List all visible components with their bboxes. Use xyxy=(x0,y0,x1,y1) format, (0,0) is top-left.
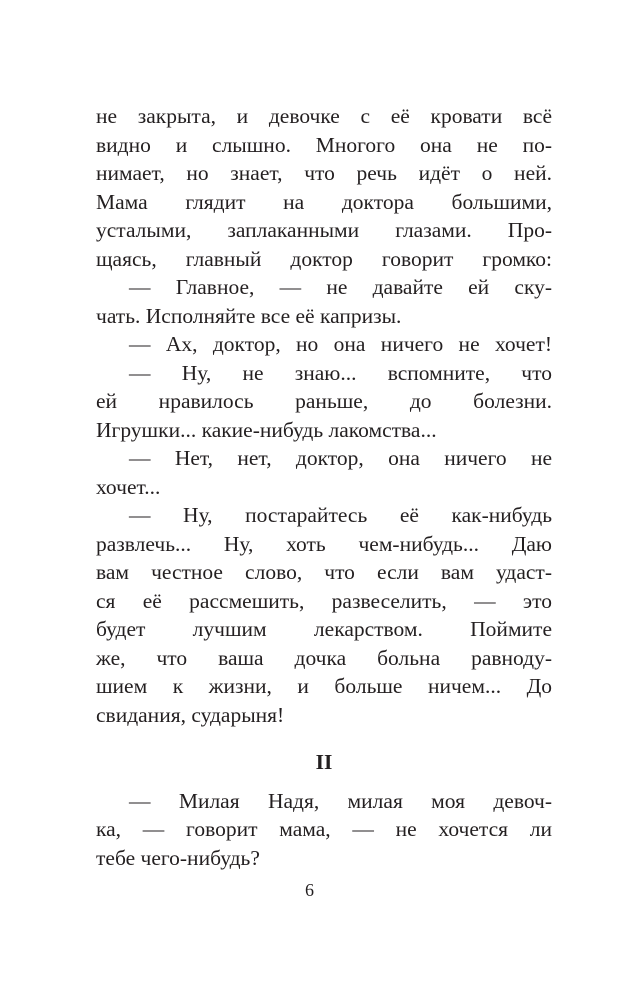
text-line: ся её рассмешить, развеселить, — это xyxy=(96,588,552,613)
text-line: ей нравилось раньше, до болезни. xyxy=(96,389,552,413)
text-line: шием к жизни, и больше ничем... До xyxy=(96,674,552,698)
text-line: — Ну, постарайтесь её как-нибудь xyxy=(129,503,552,527)
text-line: усталыми, заплаканными глазами. Про- xyxy=(96,218,552,242)
page-number: 6 xyxy=(305,880,314,900)
text-line: свидания, сударыня! xyxy=(96,702,285,727)
text-line: Игрушки... какие-нибудь лакомства... xyxy=(96,417,437,442)
text-line: — Ну, не знаю... вспомните, что xyxy=(129,360,552,385)
text-line: нимает, но знает, что речь идёт о ней. xyxy=(96,161,552,185)
text-line: же, что ваша дочка больна равноду- xyxy=(96,645,552,670)
text-line: будет лучшим лекарством. Поймите xyxy=(96,617,552,641)
text-line: чать. Исполняйте все её капризы. xyxy=(96,303,402,328)
text-line: видно и слышно. Многого она не по- xyxy=(96,132,552,157)
text-line: Мама глядит на доктора большими, xyxy=(96,189,552,214)
text-line: развлечь... Ну, хоть чем-нибудь... Даю xyxy=(96,531,552,556)
text-line: не закрыта, и девочке с её кровати всё xyxy=(96,104,552,128)
text-line: — Милая Надя, милая моя девоч- xyxy=(129,788,552,813)
text-line: тебе чего-нибудь? xyxy=(96,845,260,870)
text-line: — Нет, нет, доктор, она ничего не xyxy=(129,446,552,470)
book-page-text xyxy=(96,102,552,872)
text-line: ка, — говорит мама, — не хочется ли xyxy=(96,817,552,841)
text-block-chapter-two xyxy=(96,787,552,873)
text-line: — Главное, — не давайте ей ску- xyxy=(129,275,552,299)
text-line: щаясь, главный доктор говорит громко: xyxy=(96,246,552,271)
chapter-heading: II xyxy=(315,750,333,774)
text-line: вам честное слово, что если вам удаст- xyxy=(96,560,552,584)
text-line: хочет... xyxy=(96,474,161,499)
text-line: — Ах, доктор, но она ничего не хочет! xyxy=(129,332,552,356)
text-block-dialogue xyxy=(96,102,552,729)
